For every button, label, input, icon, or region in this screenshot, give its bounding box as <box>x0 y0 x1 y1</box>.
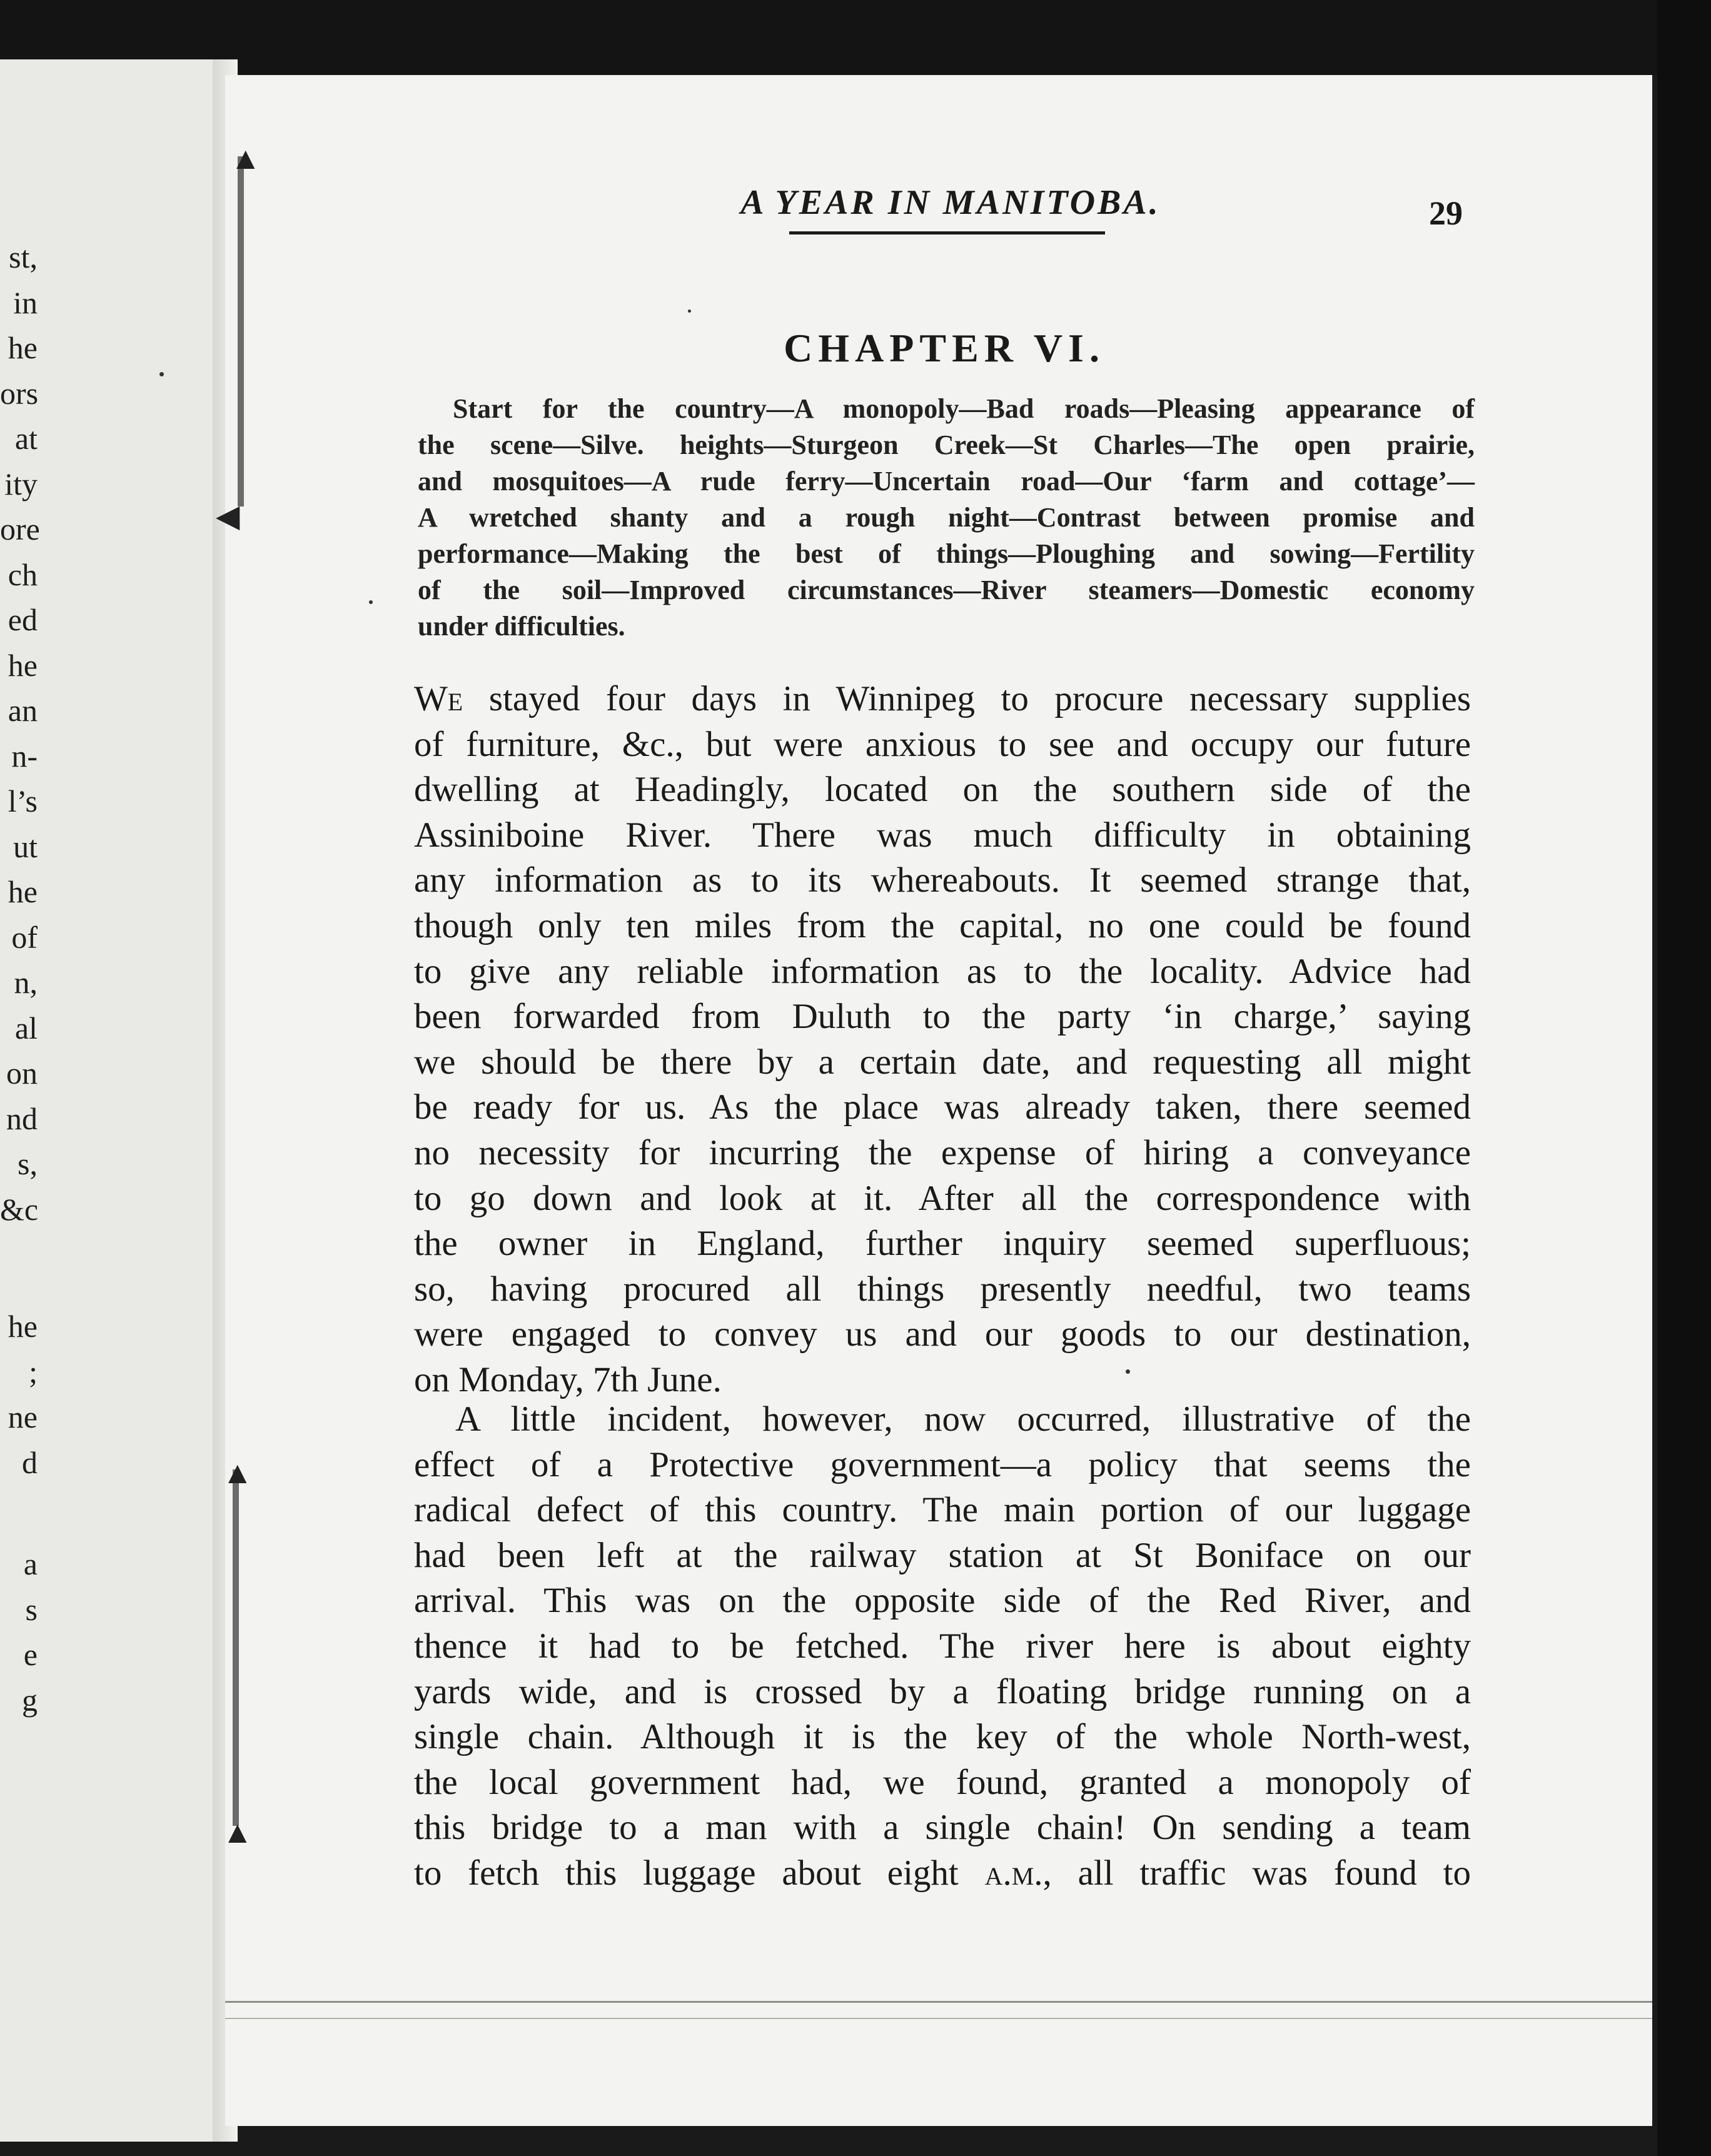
binding-marker-bottom <box>233 1469 239 1826</box>
summary-line: and mosquitoes—A rude ferry—Uncertain road—Our ‘farm and cottage’— <box>418 466 1475 496</box>
facing-page-line-fragment: s <box>25 1591 38 1627</box>
summary-line: the scene—Silve. heights—Sturgeon Creek—St Charles—The open prairie, <box>418 430 1475 460</box>
facing-page-line-fragment: st, <box>9 239 38 275</box>
facing-page-line-fragment: he <box>8 647 38 683</box>
paragraph-line-text: , all traffic was found to <box>1042 1853 1471 1893</box>
summary-line: Start for the country—A monopoly—Bad roads—Pleasing appearance of <box>453 393 1475 424</box>
paragraph-line: the local government had, we found, granted a monopoly of <box>414 1762 1471 1802</box>
facing-page-line-fragment: ity <box>4 466 38 501</box>
paragraph-line: thence it had to be fetched. The river here is about eighty <box>414 1626 1471 1666</box>
chapter-title: CHAPTER VI. <box>784 326 1105 370</box>
paragraph-line: yards wide, and is crossed by a floating bridge running on a <box>414 1671 1471 1711</box>
facing-page-line-fragment: g <box>22 1682 38 1718</box>
facing-page-line-fragment: d <box>22 1444 38 1480</box>
facing-page-line-fragment: ne <box>8 1399 38 1434</box>
paragraph-line: to give any reliable information as to the locality. Advice had <box>414 951 1471 991</box>
binding-arrow-down-icon: ▲ <box>222 1815 253 1850</box>
facing-page-line-fragment: on <box>6 1055 38 1091</box>
binding-arrow-up-icon: ▲ <box>230 141 261 176</box>
paragraph-line <box>414 677 1471 722</box>
paragraph-line: radical defect of this country. The main portion of our luggage <box>414 1490 1471 1530</box>
summary-line: of the soil—Improved circumstances—River steamers—Domestic economy <box>418 575 1475 605</box>
paragraph-line: the owner in England, further inquiry seemed superfluous; <box>414 1224 1471 1264</box>
paragraph-line: A little incident, however, now occurred, illustrative of the <box>455 1399 1471 1439</box>
paragraph-line <box>414 1851 1471 1897</box>
facing-page-line-fragment: ; <box>29 1354 38 1389</box>
facing-page-line-fragment: s, <box>18 1146 38 1181</box>
binding-arrow-up-icon: ▲ <box>222 1455 253 1490</box>
paragraph-line: any information as to its whereabouts. It seemed strange that, <box>414 860 1471 900</box>
scan-speck <box>159 372 164 376</box>
paragraph-line: had been left at the railway station at St Boniface on our <box>414 1535 1471 1575</box>
facing-page-line-fragment: in <box>13 285 38 320</box>
scan-speck <box>688 310 691 313</box>
facing-page-line-fragment: e <box>23 1637 38 1672</box>
facing-page-line-fragment: of <box>11 919 38 955</box>
paragraph-line: been forwarded from Duluth to the party ‘in charge,’ saying <box>414 997 1471 1037</box>
summary-line: A wretched shanty and a rough night—Contrast between promise and <box>418 502 1475 533</box>
paragraph-line: were engaged to convey us and our goods to our destination, <box>414 1314 1471 1354</box>
paragraph-line: to go down and look at it. After all the correspondence with <box>414 1178 1471 1218</box>
facing-page-line-fragment: ed <box>8 602 38 637</box>
facing-page-line-fragment: he <box>8 330 38 365</box>
paragraph-line: effect of a Protective government—a policy that seems the <box>414 1444 1471 1484</box>
paragraph-line: single chain. Although it is the key of the whole North-west, <box>414 1717 1471 1757</box>
paragraph-line-text: to fetch this luggage about eight <box>414 1853 959 1893</box>
drop-word: We <box>414 679 463 718</box>
paragraph-line: on Monday, 7th June. <box>414 1359 722 1399</box>
facing-page-line-fragment: at <box>14 421 38 456</box>
paragraph-line: no necessity for incurring the expense of hiring a conveyance <box>414 1132 1471 1172</box>
facing-page-line-fragment: nd <box>6 1101 38 1136</box>
running-head: A YEAR IN MANITOBA. <box>740 183 1161 222</box>
binding-marker-top <box>238 156 244 506</box>
scan-top-border <box>0 0 1711 75</box>
paragraph-line: be ready for us. As the place was already taken, there seemed <box>414 1087 1471 1127</box>
paragraph-line: we should be there by a certain date, and requesting all might <box>414 1042 1471 1082</box>
binding-arrow-left-icon: ◀ <box>216 498 240 533</box>
facing-page-line-fragment: ut <box>13 829 38 864</box>
paragraph-line: of furniture, &c., but were anxious to see and occupy our future <box>414 724 1471 764</box>
page-number: 29 <box>1429 194 1463 232</box>
paragraph-line-text: stayed four days in Winnipeg to procure necessary supplies <box>488 679 1471 718</box>
scan-right-border <box>1657 0 1711 2156</box>
summary-line: performance—Making the best of things—Ploughing and sowing—Fertility <box>418 538 1475 569</box>
paragraph-line: Assiniboine River. There was much difficulty in obtaining <box>414 815 1471 855</box>
scan-speck <box>1126 1369 1130 1374</box>
paragraph-line: arrival. This was on the opposite side of the Red River, and <box>414 1581 1471 1621</box>
facing-page-line-fragment: ch <box>8 557 38 592</box>
facing-page-line-fragment: n- <box>11 738 38 773</box>
time-abbreviation: a.m. <box>984 1853 1043 1893</box>
facing-page-left <box>0 59 226 2142</box>
facing-page-line-fragment: ore <box>0 511 40 547</box>
facing-page-line-fragment: n, <box>14 965 38 1000</box>
chapter-summary <box>418 391 1475 645</box>
facing-page-line-fragment: &c <box>0 1191 39 1227</box>
facing-page-line-fragment: he <box>8 1309 38 1344</box>
facing-page-line-fragment: ors <box>0 375 39 411</box>
paragraph-line: so, having procured all things presently needful, two teams <box>414 1269 1471 1309</box>
paragraph-line: dwelling at Headingly, located on the southern side of the <box>414 770 1471 810</box>
paragraph-2 <box>414 1397 1471 1897</box>
paragraph-line: though only ten miles from the capital, no one could be found <box>414 905 1471 945</box>
summary-line: under difficulties. <box>418 611 625 642</box>
facing-page-line-fragment: an <box>8 693 38 728</box>
facing-page-line-fragment: l’s <box>8 783 38 819</box>
facing-page-line-fragment: a <box>23 1546 38 1581</box>
facing-page-line-fragment: al <box>14 1010 38 1045</box>
page-bottom-edge <box>225 2001 1652 2019</box>
paragraph-1 <box>414 677 1471 1403</box>
scan-speck <box>369 600 373 604</box>
running-head-rule <box>789 231 1105 234</box>
paragraph-line: this bridge to a man with a single chain! On sending a team <box>414 1808 1471 1848</box>
facing-page-line-fragment: he <box>8 874 38 909</box>
